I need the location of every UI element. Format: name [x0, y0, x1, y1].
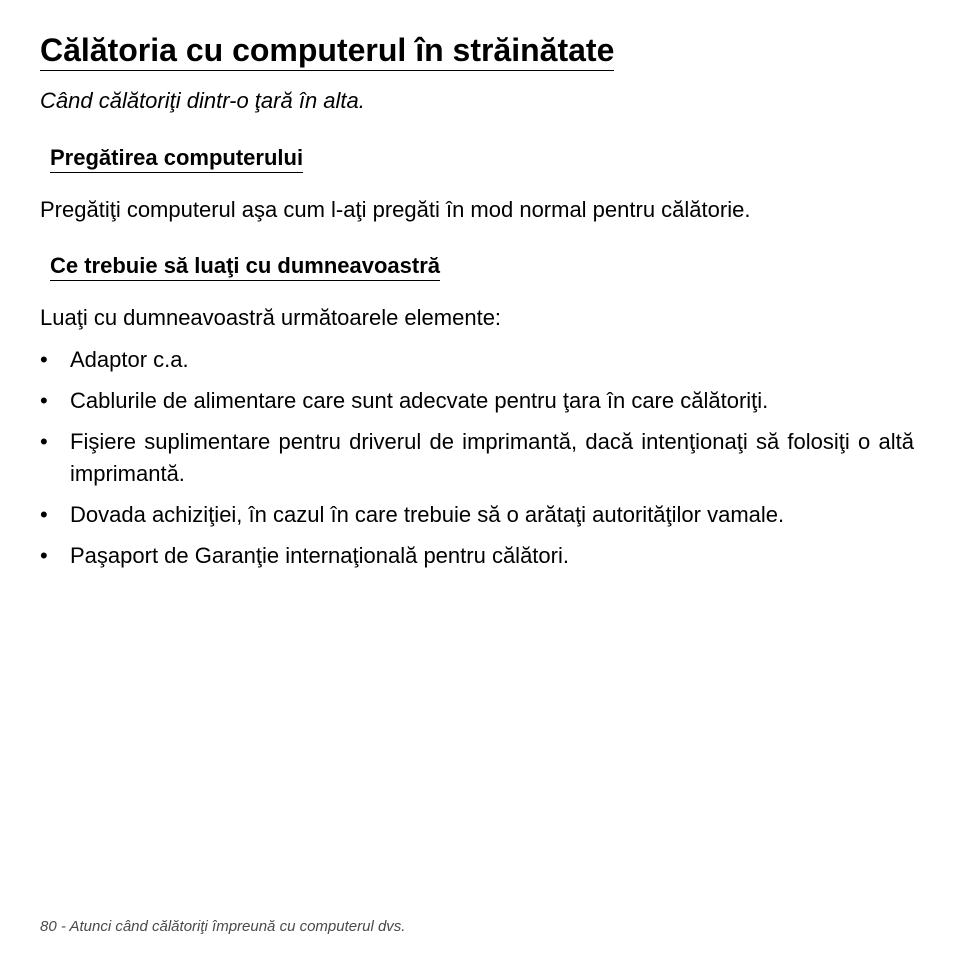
- bullet-icon: •: [40, 388, 48, 413]
- section-heading-what-to-take: Ce trebuie să luaţi cu dumneavoastră: [50, 252, 440, 281]
- section-body-what-to-take: Luaţi cu dumneavoastră următoarele elemente:: [40, 305, 502, 330]
- list-item-text: Cablurile de alimentare care sunt adecvate pentru ţara în care călătoriţi.: [70, 388, 769, 413]
- page-title: Călătoria cu computerul în străinătate: [40, 30, 614, 71]
- list-item-text: Dovada achiziţiei, în cazul în care trebuie să o arătaţi autorităţilor vamale.: [70, 502, 785, 527]
- list-item: [40, 499, 914, 531]
- list-item: [40, 426, 914, 490]
- list-item-text: Adaptor c.a.: [70, 347, 189, 372]
- list-item-text: Paşaport de Garanţie internaţională pentru călători.: [70, 543, 569, 568]
- items-to-take-list: [40, 344, 914, 581]
- list-item: [40, 344, 914, 376]
- list-item: [40, 385, 914, 417]
- section-body-preparing-computer: Pregătiţi computerul aşa cum l-aţi pregăti în mod normal pentru călătorie.: [40, 197, 751, 222]
- page-footer: 80 - Atunci când călătoriţi împreună cu computerul dvs.: [40, 918, 406, 935]
- bullet-icon: •: [40, 502, 48, 527]
- bullet-icon: •: [40, 429, 48, 454]
- bullet-icon: •: [40, 543, 48, 568]
- page-subtitle: Când călătoriţi dintr-o ţară în alta.: [40, 88, 365, 113]
- section-heading-preparing-computer: Pregătirea computerului: [50, 144, 303, 173]
- list-item-text: Fişiere suplimentare pentru driverul de imprimantă, dacă intenţionaţi să folosiţi o altă imprimantă.: [70, 429, 914, 486]
- list-item: [40, 540, 914, 572]
- bullet-icon: •: [40, 347, 48, 372]
